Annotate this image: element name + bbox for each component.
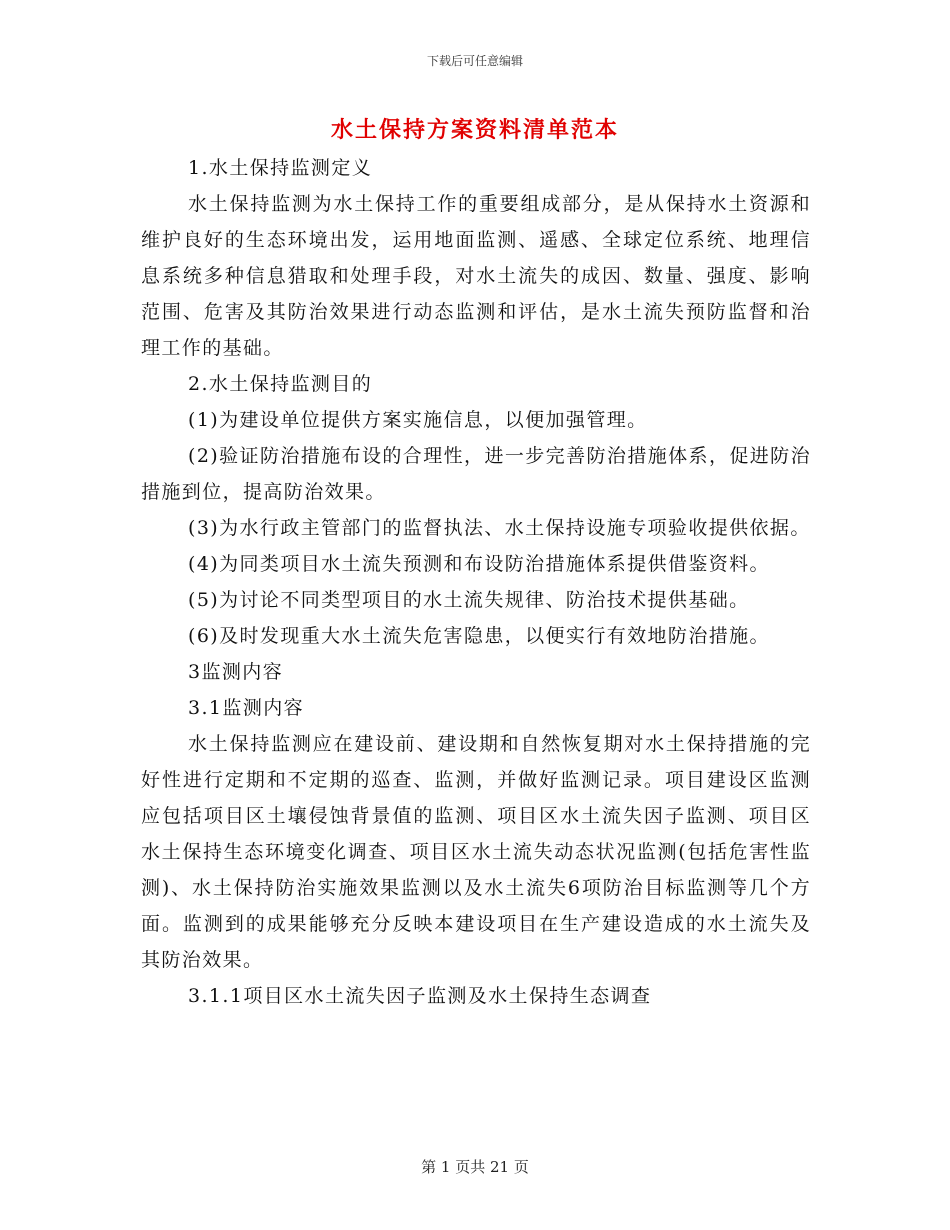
section-heading-3: 3监测内容 (188, 661, 284, 683)
subsection-heading-3-1: 3.1监测内容 (188, 697, 305, 719)
list-item-4: (4)为同类项目水土流失预测和布设防治措施体系提供借鉴资料。 (188, 553, 770, 575)
document-title: 水土保持方案资料清单范本 (330, 117, 619, 143)
list-item-2: (2)验证防治措施布设的合理性，进一步完善防治措施体系，促进防治措施到位，提高防治效果。 (141, 445, 811, 503)
paragraph-monitoring-content: 水土保持监测应在建设前、建设期和自然恢复期对水土保持措施的完好性进行定期和不定期的巡查、监测，并做好监测记录。项目建设区监测应包括项目区土壤侵蚀背景值的监测、项目区水土流失因子监测、项目区水土保持生态环境变化调查、项目区水土流失动态状况监测(包括危害性监测)、水土保持防治实施效果监测以及水土流失6项防治目标监测等几个方面。监测到的成果能够充分反映本建设项目在生产建设造成的水土流失及其防治效果。 (141, 733, 811, 971)
paragraph-definition: 水土保持监测为水土保持工作的重要组成部分，是从保持水土资源和维护良好的生态环境出发，运用地面监测、遥感、全球定位系统、地理信息系统多种信息猎取和处理手段，对水土流失的成因、数量、强度、影响范围、危害及其防治效果进行动态监测和评估，是水土流失预防监督和治理工作的基础。 (141, 193, 811, 359)
document-body (141, 150, 811, 1014)
page-header: 下载后可任意编辑 (426, 54, 523, 68)
section-heading-2: 2.水土保持监测目的 (188, 373, 373, 395)
list-item-6: (6)及时发现重大水土流失危害隐患，以便实行有效地防治措施。 (188, 625, 770, 647)
subsection-heading-3-1-1: 3.1.1项目区水土流失因子监测及水土保持生态调查 (188, 985, 652, 1007)
list-item-5: (5)为讨论不同类型项目的水土流失规律、防治技术提供基础。 (188, 589, 750, 611)
list-item-3: (3)为水行政主管部门的监督执法、水土保持设施专项验收提供依据。 (188, 517, 811, 539)
section-heading-1: 1.水土保持监测定义 (188, 157, 373, 179)
list-item-1: (1)为建设单位提供方案实施信息，以便加强管理。 (188, 409, 648, 431)
page-number: 第 1 页共 21 页 (421, 1158, 529, 1176)
